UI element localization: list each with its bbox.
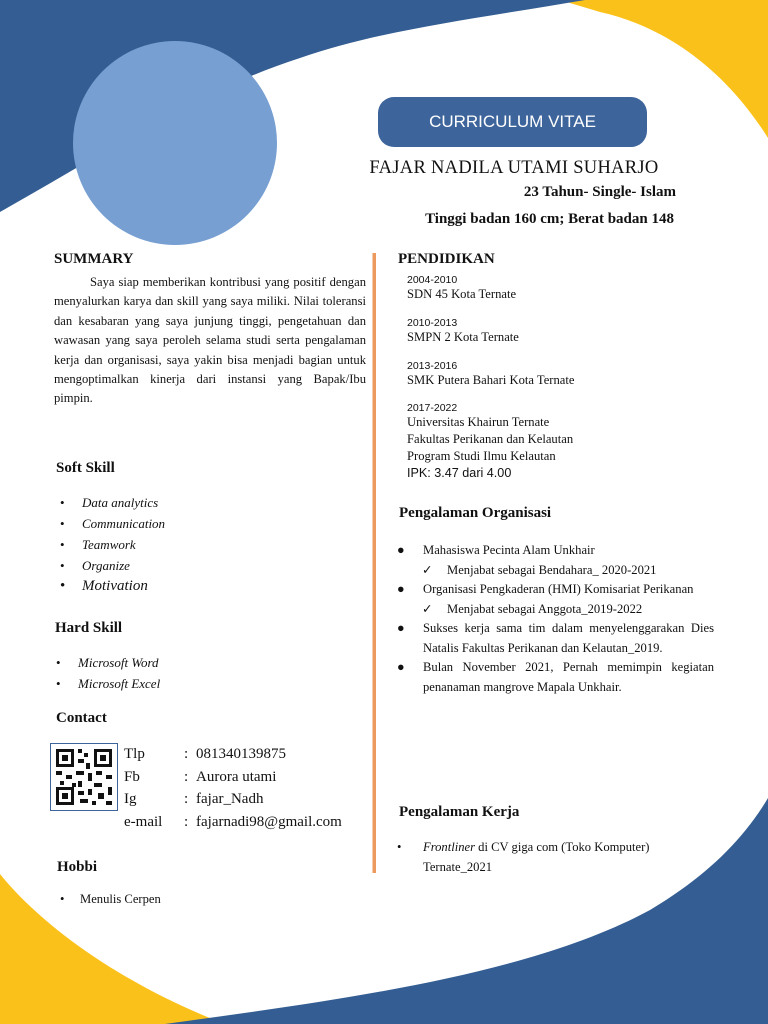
education-faculty: Fakultas Perikanan dan Kelautan (407, 432, 574, 446)
organisasi-subitem: ✓ Menjabat sebagai Anggota_2019-2022 (397, 600, 714, 620)
hard-skill-list (52, 652, 160, 694)
organisasi-item: ● Bulan November 2021, Pernah memimpin kegiatan penanaman mangrove Mapala Unkhair. (397, 660, 714, 694)
education-school: Universitas Khairun Ternate (407, 415, 550, 429)
soft-skill-item: • Data analytics (56, 492, 165, 513)
column-divider (373, 253, 377, 873)
hard-skill-item: • Microsoft Excel (52, 673, 160, 694)
contact-row-email (120, 811, 342, 834)
soft-skill-item: • Teamwork (56, 534, 165, 555)
education-year: 2004-2010 (407, 274, 458, 286)
bullet-icon: ● (397, 621, 405, 635)
education-year: 2017-2022 (407, 402, 458, 414)
education-program: Program Studi Ilmu Kelautan (407, 449, 556, 463)
cv-title-text: CURRICULUM VITAE (429, 112, 596, 131)
summary-text: Saya siap memberikan kontribusi yang positif dengan menyalurkan karya dan skill yang saya miliki. Nilai toleransi dan kesabaran yang saya junjung tinggi, pengetahuan dan wawasan yang saya peroleh selama studi serta pengalaman kerja dan organisasi, saya yakin bisa menjadi bagian untuk mengoptimalkan kinerja dari instansi yang Bapak/Ibu pimpin. (54, 275, 366, 406)
bio-line-1: 23 Tahun- Single- Islam (523, 184, 676, 200)
contact-label: Tlp (124, 746, 145, 762)
soft-skill-item: • Organize (56, 555, 165, 576)
contact-list (120, 743, 342, 833)
organisasi-subitem: ✓ Menjabat sebagai Bendahara_ 2020-2021 (397, 561, 714, 581)
bullet-icon: ● (397, 660, 405, 674)
soft-skill-list (56, 492, 165, 597)
contact-phone-value: 081340139875 (196, 746, 286, 762)
contact-facebook-value: Aurora utami (196, 768, 277, 785)
kerja-heading: Pengalaman Kerja (399, 804, 520, 820)
hard-skill-heading: Hard Skill (55, 620, 123, 636)
organisasi-item: ● Organisasi Pengkaderan (HMI) Komisariat Perikanan (397, 580, 714, 600)
full-name: FAJAR NADILA UTAMI SUHARJO (369, 158, 659, 178)
hobbi-list (60, 892, 161, 907)
contact-separator: : (184, 813, 189, 830)
contact-label: Fb (124, 768, 140, 785)
contact-separator: : (184, 768, 189, 785)
hard-skill-item: • Microsoft Word (52, 652, 160, 673)
contact-label: e-mail (124, 813, 163, 830)
bullet-icon: • (397, 840, 402, 854)
pendidikan-heading: PENDIDIKAN (398, 251, 495, 267)
contact-row-facebook (120, 766, 342, 789)
education-item (407, 402, 727, 482)
contact-separator: : (184, 746, 189, 762)
check-icon: ✓ (422, 562, 433, 577)
education-school: SDN 45 Kota Ternate (407, 287, 517, 301)
contact-row-instagram (120, 788, 342, 811)
education-item (407, 274, 727, 303)
education-year: 2013-2016 (407, 360, 458, 372)
organisasi-heading: Pengalaman Organisasi (399, 505, 552, 521)
organisasi-list (397, 541, 714, 697)
bullet-icon: ● (397, 543, 405, 557)
soft-skill-item: • Motivation (56, 576, 165, 597)
check-icon: ✓ (422, 601, 433, 616)
education-gpa: IPK: 3.47 dari 4.00 (407, 466, 512, 480)
soft-skill-item: • Communication (56, 513, 165, 534)
contact-row-phone (120, 743, 342, 766)
contact-label: Ig (124, 791, 137, 807)
kerja-list (397, 838, 714, 877)
education-item (407, 317, 727, 346)
contact-separator: : (184, 791, 189, 807)
education-item (407, 360, 727, 389)
summary-heading: SUMMARY (54, 251, 134, 267)
education-school: SMPN 2 Kota Ternate (407, 330, 519, 344)
bullet-icon: ● (397, 582, 405, 596)
contact-heading: Contact (56, 710, 107, 726)
education-school: SMK Putera Bahari Kota Ternate (407, 373, 575, 387)
bio-line-2: Tinggi badan 160 cm; Berat badan 148 (425, 211, 674, 227)
education-year: 2010-2013 (407, 317, 458, 329)
qr-code-icon (50, 743, 118, 811)
contact-instagram-value: fajar_Nadh (196, 791, 264, 807)
profile-photo-circle (73, 41, 277, 245)
kerja-item: • Frontliner di CV giga com (Toko Komputer) Ternate_2021 (397, 840, 650, 874)
hobbi-item: • Menulis Cerpen (60, 892, 161, 906)
soft-skill-heading: Soft Skill (56, 460, 115, 476)
organisasi-item: ● Mahasiswa Pecinta Alam Unkhair (397, 541, 714, 561)
contact-email-value: fajarnadi98@gmail.com (196, 813, 342, 830)
organisasi-item: ● Sukses kerja sama tim dalam menyelenggarakan Dies Natalis Fakultas Perikanan dan Kelautan_2019. (397, 621, 714, 655)
cv-title-badge (378, 97, 647, 147)
hobbi-heading: Hobbi (57, 859, 98, 875)
